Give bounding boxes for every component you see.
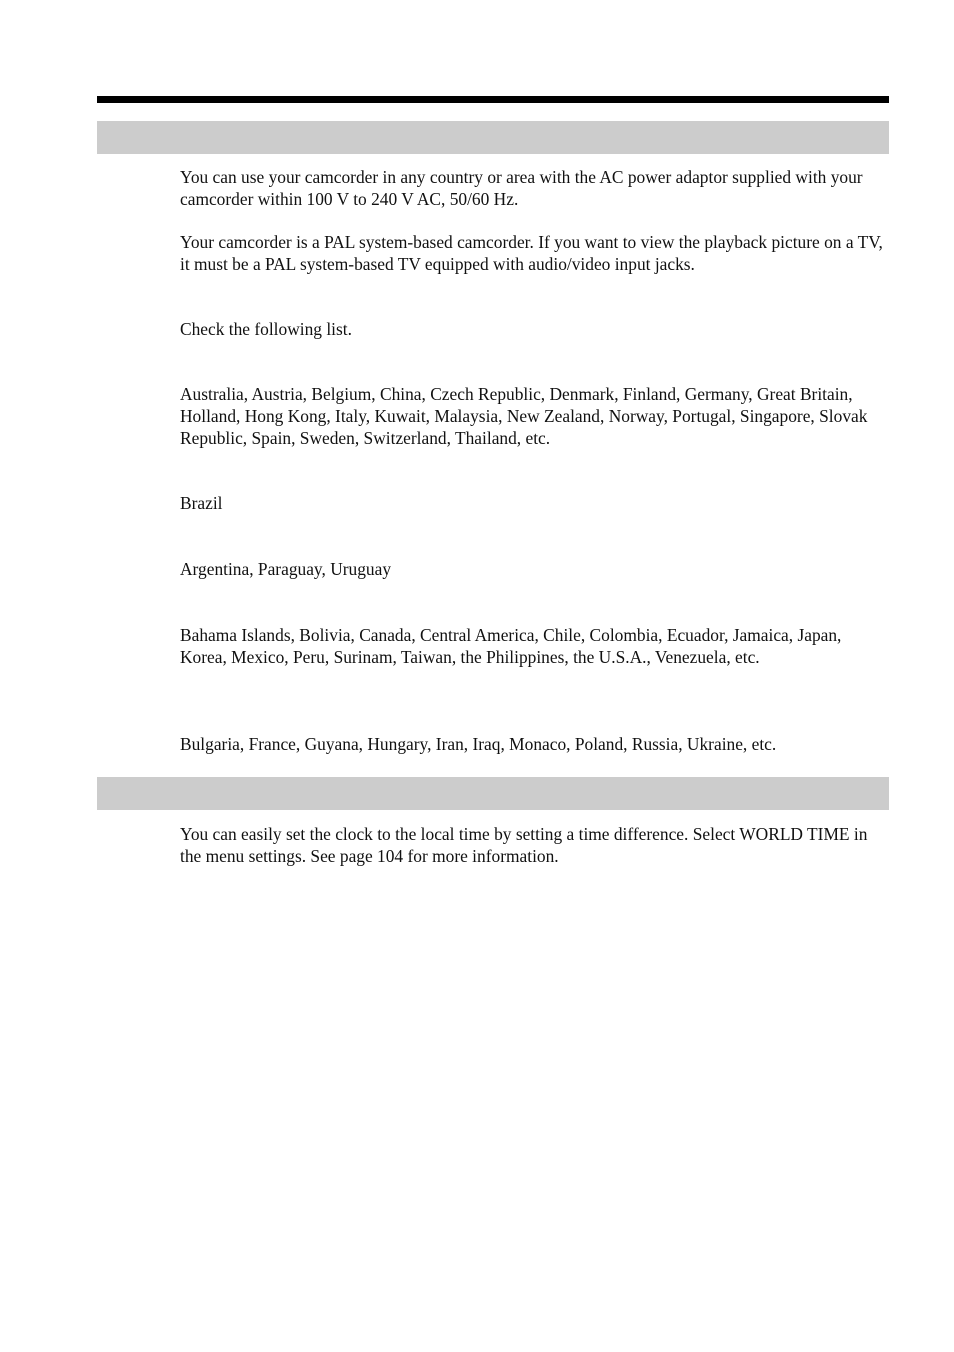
power-paragraph: You can use your camcorder in any country or area with the AC power adaptor supplied with your camcorder within 100 V to 240 V AC, 50/60 Hz. xyxy=(180,167,863,209)
country-list-2: Brazil xyxy=(180,493,223,513)
check-paragraph: Check the following list. xyxy=(180,319,352,339)
country-list-1: Australia, Austria, Belgium, China, Czech Republic, Denmark, Finland, Germany, Great Britain, Holland, Hong Kong, Italy, Kuwait, Malaysia, New Zealand, Norway, Portugal, Singapore, Slovak Republic, Spain, Sweden, Switzerland, Thailand, etc. xyxy=(180,384,868,448)
country-list-5: Bulgaria, France, Guyana, Hungary, Iran, Iraq, Monaco, Poland, Russia, Ukraine, etc. xyxy=(180,734,777,754)
country-list-4: Bahama Islands, Bolivia, Canada, Central America, Chile, Colombia, Ecuador, Jamaica, Japan, Korea, Mexico, Peru, Surinam, Taiwan, the Philippines, the U.S.A., Venezuela, etc. xyxy=(180,625,842,667)
clock-paragraph: You can easily set the clock to the local time by setting a time difference. Select WORLD TIME in the menu settings. See page 104 for more information. xyxy=(180,824,868,866)
section-header-band-2 xyxy=(97,777,889,810)
country-list-3: Argentina, Paraguay, Uruguay xyxy=(180,559,392,579)
top-rule xyxy=(97,96,889,103)
section-header-band-1 xyxy=(97,121,889,154)
system-paragraph: Your camcorder is a PAL system-based camcorder. If you want to view the playback picture on a TV, it must be a PAL system-based TV equipped with audio/video input jacks. xyxy=(180,232,883,274)
